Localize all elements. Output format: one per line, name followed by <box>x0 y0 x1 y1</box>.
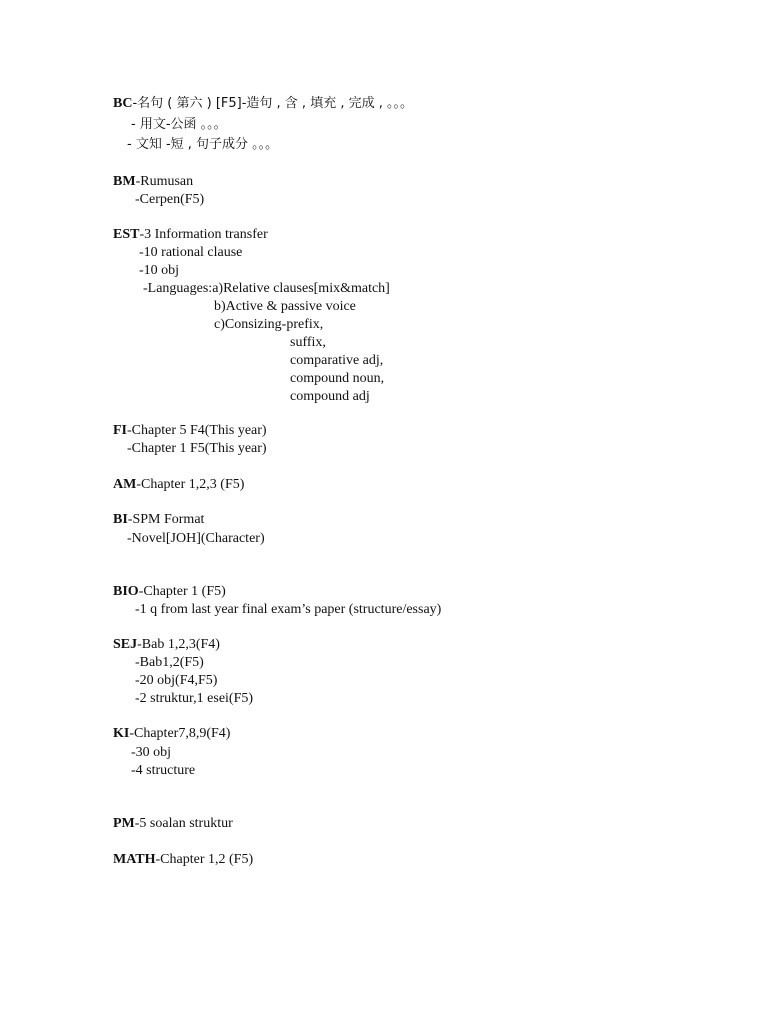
ki-line-3: -4 structure <box>131 763 196 778</box>
am-line-1 <box>113 476 244 494</box>
sej-line-1 <box>113 636 220 654</box>
sej-text-1: -Bab 1,2,3(F4) <box>137 637 220 652</box>
est-line-1 <box>113 226 268 244</box>
ki-line-2: -30 obj <box>131 745 172 760</box>
sej-line-2: -Bab1,2(F5) <box>135 655 204 670</box>
subject-code-ki: KI <box>113 726 130 741</box>
am-text-1: -Chapter 1,2,3 (F5) <box>136 477 245 492</box>
bio-line-1 <box>113 583 226 601</box>
sej-line-4: -2 struktur,1 esei(F5) <box>135 691 254 706</box>
bi-text-1: -SPM Format <box>127 512 205 527</box>
subject-code-bm: BM <box>113 174 136 189</box>
ki-line-1 <box>113 725 230 743</box>
bi-line-1 <box>113 511 204 529</box>
bm-text-1: -Rumusan <box>135 174 194 189</box>
est-line-7: suffix, <box>290 335 326 350</box>
subject-code-est: EST <box>113 227 140 242</box>
fi-text-1: -Chapter 5 F4(This year) <box>127 423 267 438</box>
pm-line-1 <box>113 815 233 833</box>
bc-line-1 <box>113 95 413 113</box>
est-text-1: -3 Information transfer <box>139 227 268 242</box>
math-line-1 <box>113 851 253 869</box>
bc-text-1: -名句 ( 第六 ) [F5]-造句 , 含 , 填充 , 完成 , 。。。 <box>132 96 413 111</box>
subject-code-sej: SEJ <box>113 637 138 652</box>
subject-code-bc: BC <box>113 96 133 111</box>
est-line-6: c)Consizing-prefix, <box>214 317 324 332</box>
bm-line-2: -Cerpen(F5) <box>135 192 205 207</box>
sej-line-3: -20 obj(F4,F5) <box>135 673 218 688</box>
subject-code-bi: BI <box>113 512 128 527</box>
bc-line-3: - 文知 -短 , 句子成分 。。。 <box>127 137 279 152</box>
bi-line-2: -Novel[JOH](Character) <box>127 531 265 546</box>
fi-line-1 <box>113 422 267 440</box>
subject-code-am: AM <box>113 477 137 492</box>
fi-line-2: -Chapter 1 F5(This year) <box>127 441 267 456</box>
ki-text-1: -Chapter7,8,9(F4) <box>129 726 231 741</box>
est-line-4: -Languages:a)Relative clauses[mix&match] <box>143 281 390 296</box>
subject-code-bio: BIO <box>113 584 139 599</box>
subject-code-fi: FI <box>113 423 127 438</box>
bm-line-1 <box>113 173 193 191</box>
bio-line-2: -1 q from last year final exam’s paper (structure/essay) <box>135 602 442 617</box>
est-line-2: -10 rational clause <box>139 245 243 260</box>
est-line-10: compound adj <box>290 389 370 404</box>
est-line-3: -10 obj <box>139 263 180 278</box>
est-line-8: comparative adj, <box>290 353 384 368</box>
pm-text-1: -5 soalan struktur <box>134 816 233 831</box>
math-text-1: -Chapter 1,2 (F5) <box>155 852 254 867</box>
bio-text-1: -Chapter 1 (F5) <box>138 584 226 599</box>
est-line-5: b)Active & passive voice <box>214 299 356 314</box>
subject-code-pm: PM <box>113 816 135 831</box>
bc-line-2: - 用文-公函 。。。 <box>131 117 227 132</box>
subject-code-math: MATH <box>113 852 156 867</box>
est-line-9: compound noun, <box>290 371 385 386</box>
